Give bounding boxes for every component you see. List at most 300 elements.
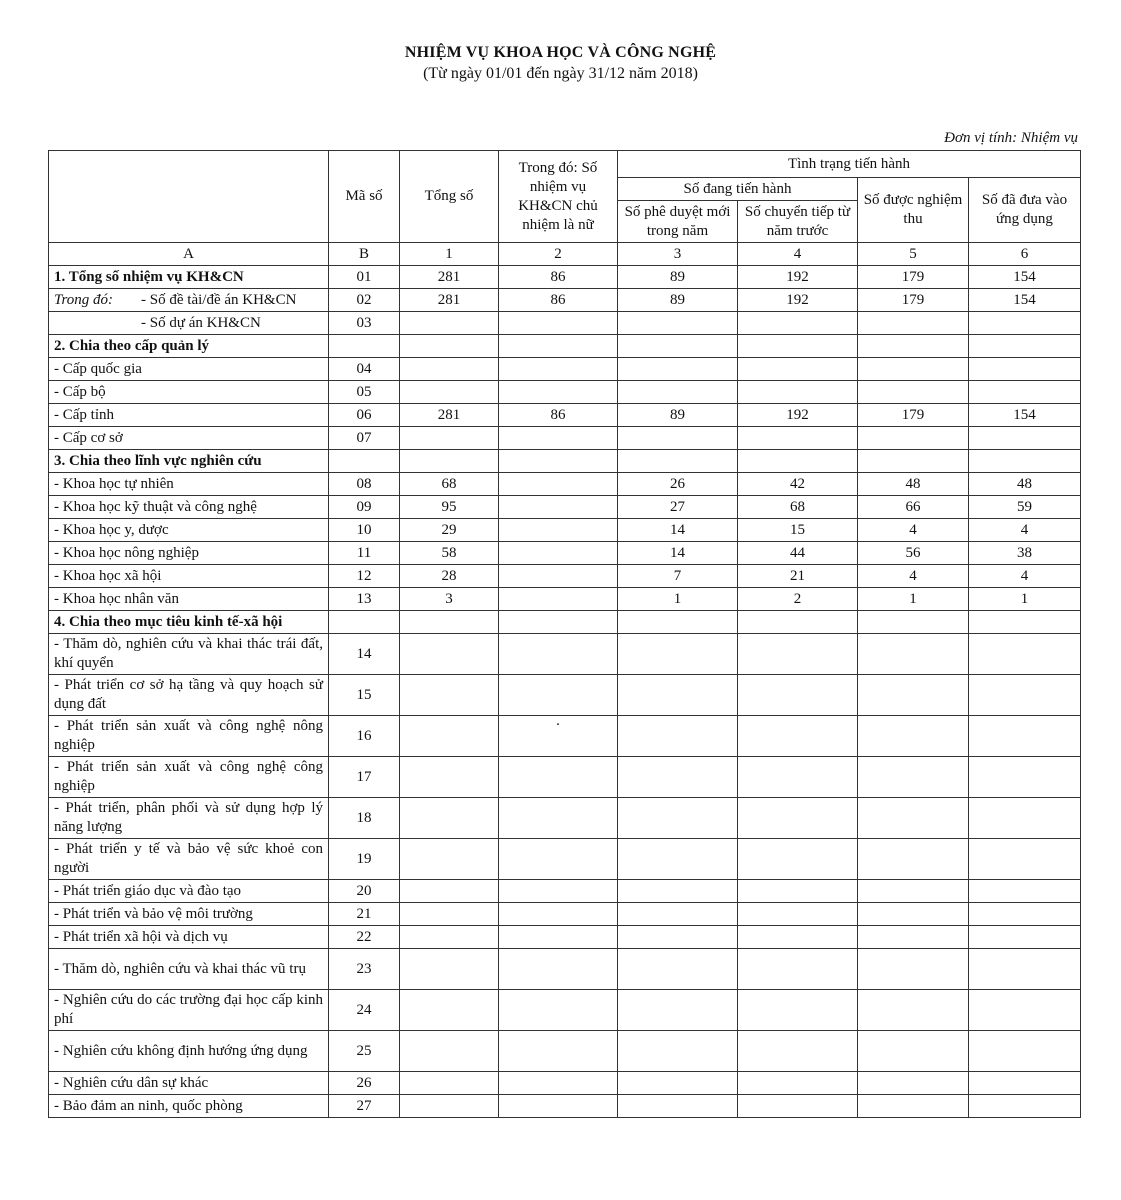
row-code-cell: 26 <box>329 1072 400 1095</box>
value-cell <box>969 381 1081 404</box>
row-label: - Phát triển cơ sở hạ tầng và quy hoạch sử dụng đất <box>54 677 323 712</box>
value-cell <box>858 839 969 880</box>
value-cell <box>969 1095 1081 1118</box>
value-cell: 3 <box>400 588 499 611</box>
value-cell <box>738 1072 858 1095</box>
row-label: - Cấp cơ sở <box>54 429 123 446</box>
table-row <box>49 404 1081 427</box>
row-label-cell <box>49 266 329 289</box>
value-cell <box>618 839 738 880</box>
table-row <box>49 1072 1081 1095</box>
value-cell: 1 <box>618 588 738 611</box>
row-label: - Nghiên cứu do các trường đại học cấp kinh phí <box>54 992 323 1027</box>
value-cell <box>400 611 499 634</box>
value-cell <box>400 757 499 798</box>
report-title: NHIỆM VỤ KHOA HỌC VÀ CÔNG NGHỆ <box>404 44 717 61</box>
row-label-cell <box>49 289 329 312</box>
table-row <box>49 565 1081 588</box>
value-cell <box>738 450 858 473</box>
value-cell <box>499 926 618 949</box>
value-cell: 4 <box>969 519 1081 542</box>
value-cell <box>738 926 858 949</box>
value-cell <box>499 565 618 588</box>
value-cell: 192 <box>738 289 858 312</box>
value-cell: 4 <box>858 565 969 588</box>
value-cell: 86 <box>499 289 618 312</box>
row-code-cell: 07 <box>329 427 400 450</box>
value-cell <box>618 675 738 716</box>
value-cell <box>618 1072 738 1095</box>
row-label-cell <box>49 880 329 903</box>
value-cell: 192 <box>738 404 858 427</box>
table-row <box>49 675 1081 716</box>
table-row <box>49 839 1081 880</box>
value-cell <box>400 903 499 926</box>
value-cell: 14 <box>618 542 738 565</box>
value-cell <box>738 358 858 381</box>
value-cell <box>738 1095 858 1118</box>
row-label: - Khoa học xã hội <box>54 567 162 584</box>
row-label-cell <box>49 611 329 634</box>
header-tong-so: Tổng số <box>400 151 499 243</box>
value-cell <box>499 335 618 358</box>
science-tasks-table <box>48 150 1081 1118</box>
header-applied: Số đã đưa vào ứng dụng <box>969 178 1081 243</box>
value-cell <box>738 634 858 675</box>
value-cell <box>618 358 738 381</box>
value-cell <box>499 798 618 839</box>
value-cell <box>969 990 1081 1031</box>
row-code-cell: 18 <box>329 798 400 839</box>
value-cell <box>858 611 969 634</box>
value-cell <box>499 611 618 634</box>
value-cell <box>738 839 858 880</box>
value-cell <box>858 716 969 757</box>
value-cell <box>969 757 1081 798</box>
table-row <box>49 949 1081 990</box>
table-row <box>49 450 1081 473</box>
value-cell <box>738 903 858 926</box>
row-code-cell: 27 <box>329 1095 400 1118</box>
value-cell: 179 <box>858 404 969 427</box>
value-cell <box>738 949 858 990</box>
table-row <box>49 473 1081 496</box>
column-index-cell: 1 <box>400 243 499 266</box>
row-code-cell <box>329 335 400 358</box>
value-cell <box>499 1031 618 1072</box>
column-index-cell: B <box>329 243 400 266</box>
value-cell <box>969 312 1081 335</box>
header-female-lead: Trong đó: Số nhiệm vụ KH&CN chủ nhiệm là nữ <box>499 151 618 243</box>
value-cell <box>618 716 738 757</box>
row-code-cell: 08 <box>329 473 400 496</box>
table-row <box>49 427 1081 450</box>
value-cell <box>400 634 499 675</box>
value-cell <box>858 450 969 473</box>
row-code-cell: 24 <box>329 990 400 1031</box>
value-cell <box>499 903 618 926</box>
table-body <box>49 243 1081 1118</box>
value-cell <box>858 903 969 926</box>
table-row <box>49 903 1081 926</box>
table-row <box>49 312 1081 335</box>
value-cell: 86 <box>499 266 618 289</box>
value-cell: 68 <box>400 473 499 496</box>
row-label: - Cấp quốc gia <box>54 360 142 377</box>
row-label: - Phát triển sản xuất và công nghệ nông nghiệp <box>54 718 323 753</box>
row-label-cell <box>49 675 329 716</box>
value-cell: 4 <box>858 519 969 542</box>
row-label-cell <box>49 312 329 335</box>
table-row <box>49 289 1081 312</box>
table-row <box>49 358 1081 381</box>
row-label-cell <box>49 949 329 990</box>
value-cell <box>969 427 1081 450</box>
value-cell: 179 <box>858 266 969 289</box>
row-label: - Phát triển và bảo vệ môi trường <box>54 905 253 922</box>
value-cell <box>738 716 858 757</box>
row-label: - Cấp tỉnh <box>54 406 114 423</box>
value-cell <box>618 634 738 675</box>
value-cell: 7 <box>618 565 738 588</box>
value-cell <box>499 542 618 565</box>
value-cell: 59 <box>969 496 1081 519</box>
row-label-cell <box>49 335 329 358</box>
row-label: - Bảo đảm an ninh, quốc phòng <box>54 1097 243 1114</box>
unit-note: Đơn vị tính: Nhiệm vụ <box>944 130 1078 146</box>
value-cell <box>499 839 618 880</box>
row-code-cell: 13 <box>329 588 400 611</box>
value-cell <box>969 335 1081 358</box>
value-cell <box>400 312 499 335</box>
row-label: - Phát triển y tế và bảo vệ sức khoẻ con người <box>54 841 323 876</box>
value-cell: 14 <box>618 519 738 542</box>
header-accepted: Số được nghiệm thu <box>858 178 969 243</box>
row-code-cell: 05 <box>329 381 400 404</box>
row-code-cell: 11 <box>329 542 400 565</box>
row-code-cell: 01 <box>329 266 400 289</box>
value-cell <box>858 335 969 358</box>
value-cell: 86 <box>499 404 618 427</box>
table-row <box>49 634 1081 675</box>
value-cell <box>969 880 1081 903</box>
row-label-cell <box>49 903 329 926</box>
value-cell <box>858 880 969 903</box>
row-label: 1. Tổng số nhiệm vụ KH&CN <box>54 268 244 285</box>
row-label-cell <box>49 1072 329 1095</box>
value-cell: · <box>499 716 618 757</box>
row-code-cell: 04 <box>329 358 400 381</box>
row-label: - Thăm dò, nghiên cứu và khai thác trái đất, khí quyển <box>54 636 323 671</box>
column-index-cell: 4 <box>738 243 858 266</box>
row-code-cell: 21 <box>329 903 400 926</box>
row-label-cell <box>49 990 329 1031</box>
value-cell <box>858 757 969 798</box>
table-row <box>49 381 1081 404</box>
table-row <box>49 266 1081 289</box>
value-cell <box>400 798 499 839</box>
value-cell: 95 <box>400 496 499 519</box>
row-label-cell <box>49 450 329 473</box>
value-cell: 192 <box>738 266 858 289</box>
value-cell: 42 <box>738 473 858 496</box>
value-cell <box>969 839 1081 880</box>
row-label-cell <box>49 473 329 496</box>
header-in-progress: Số đang tiến hành <box>618 178 858 201</box>
row-code-cell: 15 <box>329 675 400 716</box>
value-cell <box>400 427 499 450</box>
value-cell: 154 <box>969 404 1081 427</box>
value-cell: 1 <box>858 588 969 611</box>
value-cell <box>969 450 1081 473</box>
row-code-cell: 02 <box>329 289 400 312</box>
value-cell <box>499 427 618 450</box>
value-cell <box>499 757 618 798</box>
value-cell <box>738 381 858 404</box>
value-cell <box>400 1095 499 1118</box>
value-cell <box>969 798 1081 839</box>
value-cell <box>858 1095 969 1118</box>
value-cell: 281 <box>400 289 499 312</box>
value-cell <box>618 949 738 990</box>
value-cell: 56 <box>858 542 969 565</box>
table-row <box>49 880 1081 903</box>
row-label: - Khoa học nhân văn <box>54 590 179 607</box>
value-cell <box>738 427 858 450</box>
table-row <box>49 588 1081 611</box>
row-code-cell: 14 <box>329 634 400 675</box>
value-cell <box>400 1072 499 1095</box>
header-ma-so: Mã số <box>329 151 400 243</box>
value-cell <box>400 381 499 404</box>
value-cell: 15 <box>738 519 858 542</box>
value-cell: 48 <box>969 473 1081 496</box>
column-index-cell: 2 <box>499 243 618 266</box>
row-label: - Số đề tài/đề án KH&CN <box>141 291 297 308</box>
value-cell <box>858 990 969 1031</box>
value-cell <box>400 675 499 716</box>
row-label-cell <box>49 496 329 519</box>
column-index-cell: 3 <box>618 243 738 266</box>
value-cell <box>499 473 618 496</box>
value-cell <box>499 1072 618 1095</box>
value-cell <box>400 450 499 473</box>
table-row <box>49 716 1081 757</box>
row-label: - Phát triển, phân phối và sử dụng hợp lý năng lượng <box>54 800 323 835</box>
row-label-cell <box>49 798 329 839</box>
value-cell <box>858 798 969 839</box>
column-index-cell: A <box>49 243 329 266</box>
value-cell <box>858 1031 969 1072</box>
value-cell: 26 <box>618 473 738 496</box>
table-row <box>49 611 1081 634</box>
value-cell <box>618 903 738 926</box>
value-cell <box>499 675 618 716</box>
row-label: - Khoa học kỹ thuật và công nghệ <box>54 498 257 515</box>
column-index-row <box>49 243 1081 266</box>
value-cell: 58 <box>400 542 499 565</box>
value-cell <box>499 588 618 611</box>
value-cell <box>738 1031 858 1072</box>
value-cell <box>499 358 618 381</box>
value-cell: 27 <box>618 496 738 519</box>
row-label: - Khoa học tự nhiên <box>54 475 174 492</box>
value-cell <box>738 335 858 358</box>
table-row <box>49 926 1081 949</box>
row-label-cell <box>49 588 329 611</box>
table-row <box>49 542 1081 565</box>
value-cell <box>499 312 618 335</box>
row-label-cell <box>49 358 329 381</box>
value-cell <box>738 798 858 839</box>
value-cell <box>618 427 738 450</box>
table-row <box>49 1095 1081 1118</box>
table-row <box>49 798 1081 839</box>
row-label-cell <box>49 565 329 588</box>
value-cell: 38 <box>969 542 1081 565</box>
row-label: - Phát triển xã hội và dịch vụ <box>54 928 228 945</box>
value-cell <box>618 450 738 473</box>
row-label-cell <box>49 634 329 675</box>
row-code-cell: 25 <box>329 1031 400 1072</box>
row-code-cell: 22 <box>329 926 400 949</box>
value-cell <box>499 496 618 519</box>
value-cell <box>499 381 618 404</box>
value-cell <box>400 358 499 381</box>
value-cell <box>969 358 1081 381</box>
row-label: 3. Chia theo lĩnh vực nghiên cứu <box>54 452 262 469</box>
value-cell: 21 <box>738 565 858 588</box>
value-cell: 29 <box>400 519 499 542</box>
value-cell <box>618 990 738 1031</box>
value-cell <box>969 926 1081 949</box>
value-cell <box>499 990 618 1031</box>
row-label: - Nghiên cứu không định hướng ứng dụng <box>54 1042 308 1059</box>
value-cell <box>858 949 969 990</box>
value-cell <box>618 1031 738 1072</box>
row-label: - Số dự án KH&CN <box>141 314 261 331</box>
value-cell <box>858 381 969 404</box>
value-cell: 48 <box>858 473 969 496</box>
row-code-cell: 06 <box>329 404 400 427</box>
value-cell: 154 <box>969 289 1081 312</box>
row-code-cell: 10 <box>329 519 400 542</box>
row-label-cell <box>49 381 329 404</box>
value-cell <box>738 757 858 798</box>
table-row <box>49 1031 1081 1072</box>
table-row <box>49 496 1081 519</box>
row-label-cell <box>49 1095 329 1118</box>
value-cell <box>858 926 969 949</box>
report-period: (Từ ngày 01/01 đến ngày 31/12 năm 2018) <box>423 65 698 82</box>
value-cell: 1 <box>969 588 1081 611</box>
column-index-cell: 5 <box>858 243 969 266</box>
value-cell <box>499 949 618 990</box>
value-cell <box>858 358 969 381</box>
row-code-cell <box>329 611 400 634</box>
value-cell <box>499 519 618 542</box>
row-code-cell: 12 <box>329 565 400 588</box>
row-label-cell <box>49 427 329 450</box>
row-label: - Cấp bộ <box>54 383 106 400</box>
table-row <box>49 757 1081 798</box>
value-cell <box>738 312 858 335</box>
row-prefix: Trong đó: <box>54 291 114 308</box>
value-cell: 2 <box>738 588 858 611</box>
value-cell <box>738 990 858 1031</box>
value-cell <box>400 1031 499 1072</box>
row-code-cell: 09 <box>329 496 400 519</box>
row-code-cell: 16 <box>329 716 400 757</box>
row-label-cell <box>49 757 329 798</box>
value-cell: 179 <box>858 289 969 312</box>
value-cell: 89 <box>618 266 738 289</box>
value-cell <box>499 450 618 473</box>
value-cell <box>400 839 499 880</box>
value-cell <box>969 634 1081 675</box>
row-label-cell <box>49 1031 329 1072</box>
value-cell: 4 <box>969 565 1081 588</box>
row-label: - Khoa học y, dược <box>54 521 169 538</box>
value-cell <box>499 1095 618 1118</box>
row-label: - Phát triển sản xuất và công nghệ công nghiệp <box>54 759 323 794</box>
row-code-cell: 03 <box>329 312 400 335</box>
header-new-approved: Số phê duyệt mới trong năm <box>618 201 738 243</box>
row-code-cell: 19 <box>329 839 400 880</box>
row-label: - Phát triển giáo dục và đào tạo <box>54 882 242 899</box>
value-cell <box>618 798 738 839</box>
value-cell <box>618 312 738 335</box>
row-code-cell: 23 <box>329 949 400 990</box>
value-cell: 28 <box>400 565 499 588</box>
value-cell <box>738 880 858 903</box>
value-cell <box>618 757 738 798</box>
value-cell: 68 <box>738 496 858 519</box>
column-index-cell: 6 <box>969 243 1081 266</box>
value-cell: 66 <box>858 496 969 519</box>
value-cell <box>969 675 1081 716</box>
value-cell <box>858 1072 969 1095</box>
row-label-cell <box>49 519 329 542</box>
row-label: - Khoa học nông nghiệp <box>54 544 199 561</box>
value-cell: 44 <box>738 542 858 565</box>
value-cell <box>618 880 738 903</box>
value-cell: 281 <box>400 266 499 289</box>
value-cell <box>499 880 618 903</box>
value-cell <box>858 675 969 716</box>
row-label: - Thăm dò, nghiên cứu và khai thác vũ trụ <box>54 960 306 977</box>
header-carried-over: Số chuyển tiếp từ năm trước <box>738 201 858 243</box>
value-cell: 89 <box>618 404 738 427</box>
value-cell <box>618 1095 738 1118</box>
row-label-cell <box>49 542 329 565</box>
table-row <box>49 335 1081 358</box>
value-cell <box>400 990 499 1031</box>
row-label: 4. Chia theo mục tiêu kinh tế-xã hội <box>54 613 283 630</box>
value-cell <box>618 335 738 358</box>
row-code-cell: 20 <box>329 880 400 903</box>
header-progress-status: Tình trạng tiến hành <box>618 151 1081 178</box>
row-label-cell <box>49 839 329 880</box>
value-cell <box>858 427 969 450</box>
value-cell <box>618 926 738 949</box>
row-code-cell <box>329 450 400 473</box>
table-row <box>49 990 1081 1031</box>
row-code-cell: 17 <box>329 757 400 798</box>
value-cell: 281 <box>400 404 499 427</box>
value-cell <box>499 634 618 675</box>
value-cell <box>969 903 1081 926</box>
